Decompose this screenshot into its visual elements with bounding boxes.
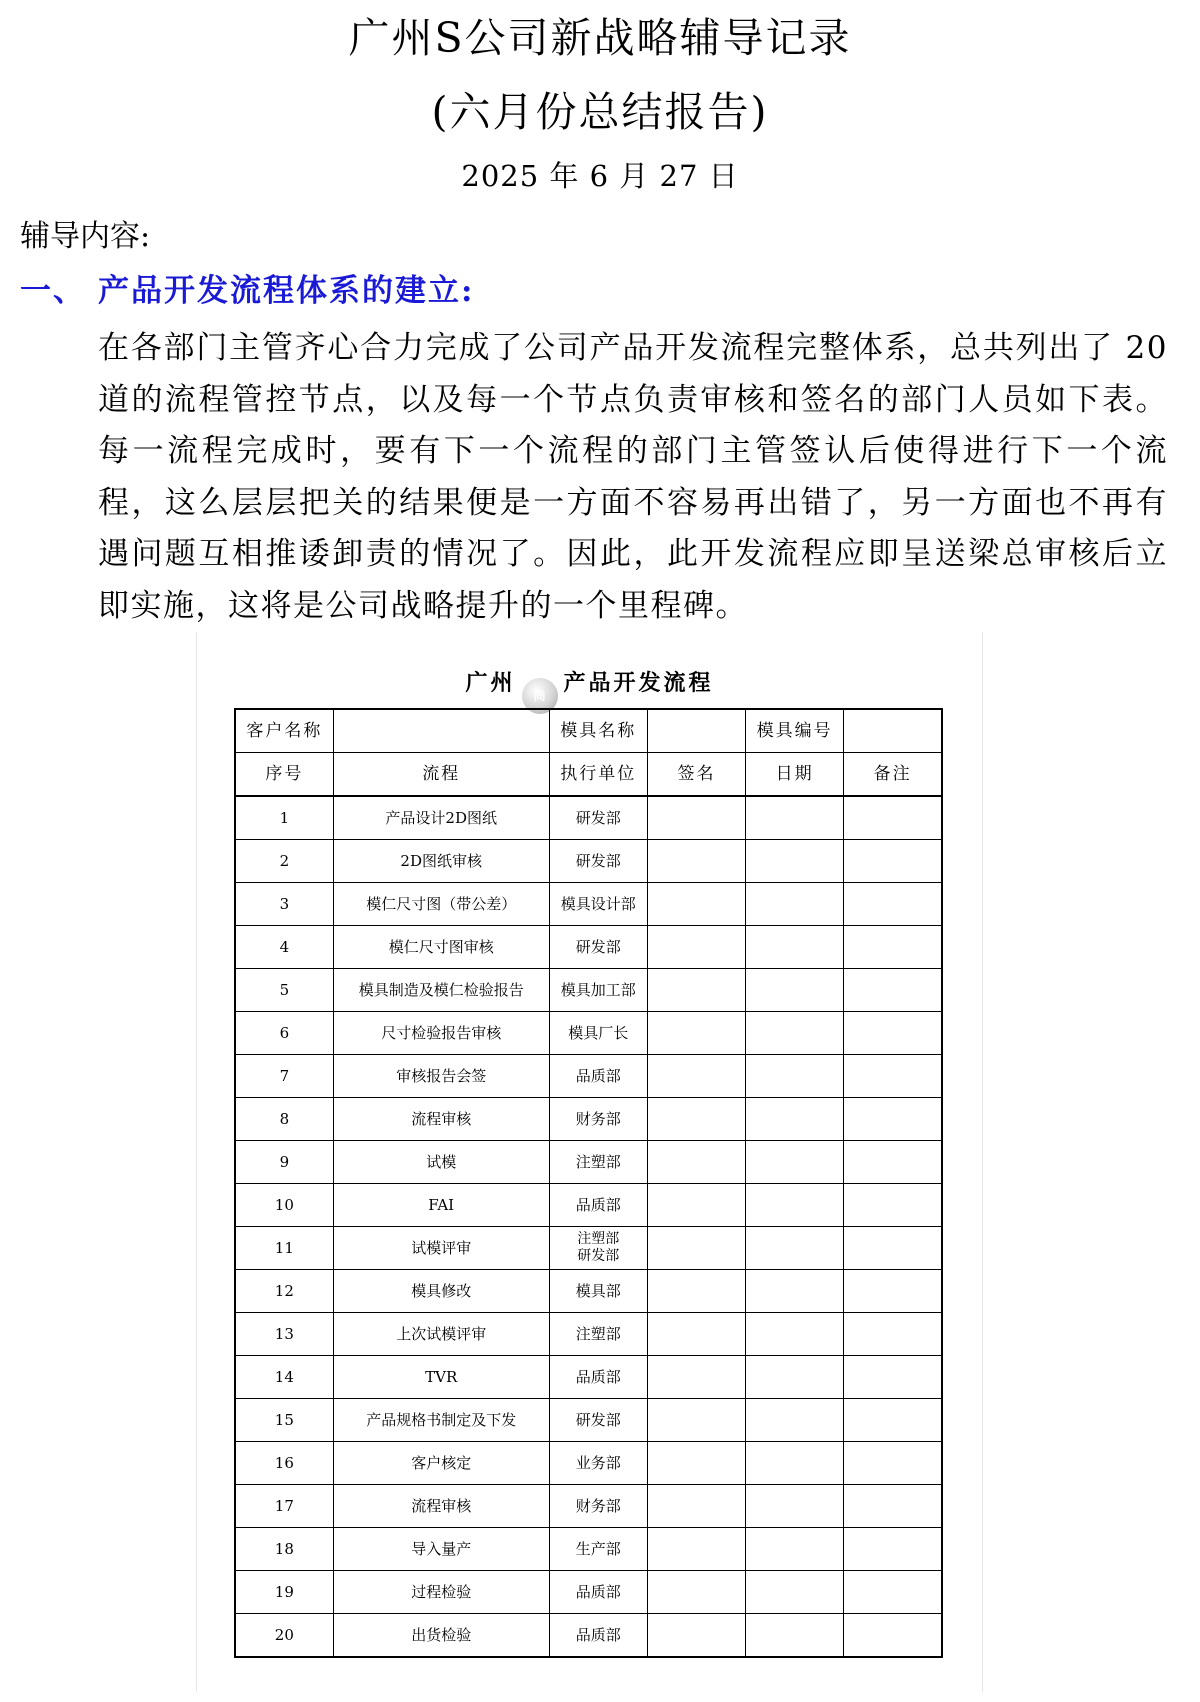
mold-number-field [844,709,942,753]
doc-subtitle: (六月份总结报告) [431,88,769,136]
row-remarks-cell [844,1571,942,1614]
row-number: 8 [235,1098,333,1141]
row-remarks-cell [844,1528,942,1571]
row-date-cell [746,1055,844,1098]
mold-name-field [647,709,745,753]
row-date-cell [746,1184,844,1227]
row-signature-cell [647,1399,745,1442]
table-row [235,926,942,969]
row-remarks-cell [844,1485,942,1528]
table-row [235,969,942,1012]
row-unit-line: 注塑部 [577,1230,620,1247]
row-process: 尺寸检验报告审核 [333,1012,549,1055]
table-row [235,1055,942,1098]
table-top-row [235,709,942,753]
row-signature-cell [647,1227,745,1270]
row-process: 客户核定 [333,1442,549,1485]
row-date-cell [746,1571,844,1614]
row-unit-line: 研发部 [577,1248,620,1264]
row-process: 模仁尺寸图审核 [333,926,549,969]
row-number: 16 [235,1442,333,1485]
row-process: TVR [333,1356,549,1399]
row-date-cell [746,883,844,926]
row-process: 出货检验 [333,1614,549,1658]
row-signature-cell [647,1270,745,1313]
row-number: 14 [235,1356,333,1399]
table-row [235,1399,942,1442]
table-row [235,1012,942,1055]
row-date-cell [746,969,844,1012]
row-number: 3 [235,883,333,926]
row-process: 过程检验 [333,1571,549,1614]
row-unit: 研发部 [549,840,647,883]
row-date-cell [746,1528,844,1571]
row-unit: 模具加工部 [549,969,647,1012]
row-signature-cell [647,969,745,1012]
row-signature-cell [647,1442,745,1485]
section-paragraph: 在各部门主管齐心合力完成了公司产品开发流程完整体系，总共列出了 20 道的流程管控节点，以及每一个节点负责审核和签名的部门人员如下表。每一流程完成时，要有下一个流程的部门主管签认后使得进行下一个流程，这么层层把关的结果便是一方面不容易再出错了，另一方面也不再有遇问题互相推诿卸责的情况了。因此，此开发流程应即呈送梁总审核后立即实施，这将是公司战略提升的一个里程碑。 [98,330,1168,624]
row-number: 20 [235,1614,333,1658]
row-unit: 品质部 [549,1614,647,1658]
table-row [235,1141,942,1184]
customer-name-field [333,709,549,753]
row-remarks-cell [844,1356,942,1399]
row-number: 18 [235,1528,333,1571]
row-process: FAI [333,1184,549,1227]
row-date-cell [746,1614,844,1658]
row-signature-cell [647,926,745,969]
table-row [235,1098,942,1141]
table-row [235,883,942,926]
doc-date: 2025 年 6 月 27 日 [461,159,739,193]
row-unit: 研发部 [549,926,647,969]
row-unit: 财务部 [549,1098,647,1141]
row-number: 9 [235,1141,333,1184]
row-remarks-cell [844,1227,942,1270]
row-signature-cell [647,1012,745,1055]
row-remarks-cell [844,1184,942,1227]
col-header-unit: 执行单位 [549,753,647,797]
row-remarks-cell [844,1442,942,1485]
company-logo-icon: 尚 [522,678,558,714]
table-row [235,1356,942,1399]
row-number: 19 [235,1571,333,1614]
row-process: 2D图纸审核 [333,840,549,883]
row-unit: 模具设计部 [549,883,647,926]
row-process: 产品设计2D图纸 [333,796,549,840]
row-unit: 注塑部 [549,1313,647,1356]
row-signature-cell [647,1571,745,1614]
row-number: 17 [235,1485,333,1528]
row-signature-cell [647,796,745,840]
table-row [235,1571,942,1614]
table-row [235,796,942,840]
row-remarks-cell [844,1055,942,1098]
row-unit: 研发部 [549,796,647,840]
scanned-form [196,632,983,1692]
table-row [235,1614,942,1658]
row-process: 试模评审 [333,1227,549,1270]
process-table [234,708,943,1658]
row-remarks-cell [844,1098,942,1141]
table-row [235,1442,942,1485]
row-signature-cell [647,840,745,883]
table-row [235,1227,942,1270]
row-unit: 模具部 [549,1270,647,1313]
row-process: 导入量产 [333,1528,549,1571]
col-header-signature: 签名 [647,753,745,797]
row-date-cell [746,1356,844,1399]
row-date-cell [746,926,844,969]
table-row [235,1184,942,1227]
row-number: 13 [235,1313,333,1356]
row-unit: 品质部 [549,1571,647,1614]
row-remarks-cell [844,1270,942,1313]
row-process: 试模 [333,1141,549,1184]
row-number: 2 [235,840,333,883]
row-date-cell [746,1270,844,1313]
table-header-row [235,753,942,797]
row-date-cell [746,1141,844,1184]
customer-name-label: 客户名称 [235,709,333,753]
row-signature-cell [647,1356,745,1399]
row-number: 6 [235,1012,333,1055]
row-process: 模具制造及模仁检验报告 [333,969,549,1012]
table-row [235,1270,942,1313]
row-unit: 注塑部 [549,1141,647,1184]
row-unit: 生产部 [549,1528,647,1571]
row-remarks-cell [844,1614,942,1658]
row-signature-cell [647,1485,745,1528]
row-remarks-cell [844,1313,942,1356]
form-title-suffix: 产品开发流程 [563,670,714,696]
section-number: 一、 [20,273,86,309]
row-process: 审核报告会签 [333,1055,549,1098]
row-process: 流程审核 [333,1485,549,1528]
col-header-no: 序号 [235,753,333,797]
table-row [235,840,942,883]
row-number: 4 [235,926,333,969]
row-unit: 模具厂长 [549,1012,647,1055]
row-number: 12 [235,1270,333,1313]
row-signature-cell [647,1055,745,1098]
doc-title: 广州S公司新战略辅导记录 [348,14,852,62]
row-remarks-cell [844,840,942,883]
row-process: 产品规格书制定及下发 [333,1399,549,1442]
row-process: 模仁尺寸图（带公差） [333,883,549,926]
row-number: 7 [235,1055,333,1098]
row-date-cell [746,1399,844,1442]
row-date-cell [746,1313,844,1356]
row-signature-cell [647,1184,745,1227]
mold-number-label: 模具编号 [746,709,844,753]
col-header-process: 流程 [333,753,549,797]
row-number: 10 [235,1184,333,1227]
section-title: 产品开发流程体系的建立: [98,273,475,309]
row-unit [549,1227,647,1270]
table-row [235,1485,942,1528]
row-process: 上次试模评审 [333,1313,549,1356]
row-date-cell [746,840,844,883]
row-remarks-cell [844,1399,942,1442]
section-heading [20,273,475,309]
row-number: 15 [235,1399,333,1442]
row-remarks-cell [844,796,942,840]
row-signature-cell [647,1528,745,1571]
row-signature-cell [647,883,745,926]
row-date-cell [746,1485,844,1528]
row-signature-cell [647,1313,745,1356]
row-date-cell [746,1012,844,1055]
row-date-cell [746,796,844,840]
row-date-cell [746,1442,844,1485]
row-date-cell [746,1227,844,1270]
content-label: 辅导内容: [20,219,151,254]
row-signature-cell [647,1141,745,1184]
row-process: 模具修改 [333,1270,549,1313]
row-remarks-cell [844,926,942,969]
row-unit: 品质部 [549,1184,647,1227]
table-row [235,1528,942,1571]
row-signature-cell [647,1614,745,1658]
row-remarks-cell [844,1012,942,1055]
row-process: 流程审核 [333,1098,549,1141]
row-remarks-cell [844,1141,942,1184]
col-header-date: 日期 [746,753,844,797]
row-number: 1 [235,796,333,840]
row-unit: 财务部 [549,1485,647,1528]
row-unit: 业务部 [549,1442,647,1485]
row-number: 11 [235,1227,333,1270]
form-title-prefix: 广州 [465,670,516,696]
row-unit: 研发部 [549,1399,647,1442]
row-remarks-cell [844,883,942,926]
col-header-remarks: 备注 [844,753,942,797]
row-unit: 品质部 [549,1356,647,1399]
mold-name-label: 模具名称 [549,709,647,753]
row-unit: 品质部 [549,1055,647,1098]
row-number: 5 [235,969,333,1012]
row-date-cell [746,1098,844,1141]
table-row [235,1313,942,1356]
row-signature-cell [647,1098,745,1141]
row-remarks-cell [844,969,942,1012]
